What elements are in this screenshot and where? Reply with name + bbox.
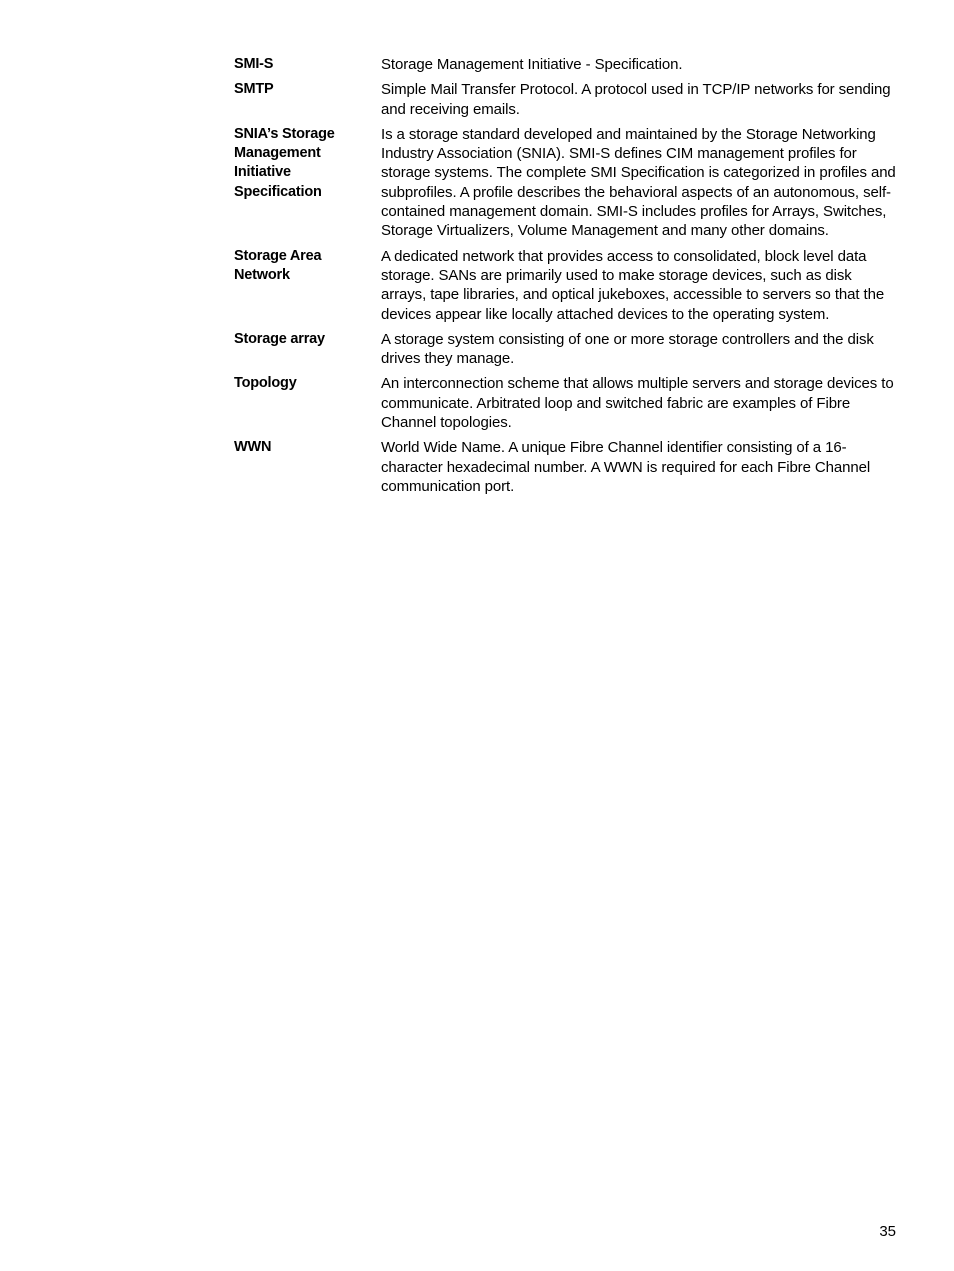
glossary-definition: Is a storage standard developed and maintained by the Storage Networking Industry Association (SNIA). SMI-S defines CIM management profiles for storage systems. The complete SMI Specification is categorized in profiles and subprofiles. A profile describes the behavioral aspects of an autonomous, self-contained management domain. SMI-S includes profiles for Arrays, Switches, Storage Virtualizers, Volume Management and many other domains. [381,125,896,240]
glossary-term: Storage array [234,330,325,347]
glossary-definition: Storage Management Initiative - Specification. [381,56,683,73]
glossary-definition: An interconnection scheme that allows multiple servers and storage devices to communicate. Arbitrated loop and switched fabric are examples of Fibre Channel topologies. [381,375,894,432]
glossary-term: SMI-S [234,56,274,72]
glossary-term: Topology [234,375,297,392]
glossary-list [234,55,898,502]
glossary-definition: World Wide Name. A unique Fibre Channel identifier consisting of a 16-character hexadecimal number. A WWN is required for each Fibre Channel communication port. [381,439,871,495]
glossary-term: SMTP [234,81,274,98]
glossary-entry-topology [234,374,898,432]
glossary-entry-storage-array [234,330,898,369]
glossary-entry-smtp [234,80,898,119]
glossary-definition: A storage system consisting of one or more storage controllers and the disk drives they manage. [381,330,874,368]
glossary-term: WWN [234,439,272,456]
glossary-definition: Simple Mail Transfer Protocol. A protocol used in TCP/IP networks for sending and receiving emails. [381,81,891,118]
glossary-definition: A dedicated network that provides access to consolidated, block level data storage. SANs are primarily used to make storage devices, such as disk arrays, tape libraries, and optical jukeboxes, accessible to servers so that the devices appear like locally attached devices to the operating system. [381,247,885,323]
glossary-entry-snia-smi-spec [234,125,898,241]
glossary-entry-wwn [234,438,898,496]
glossary-entry-storage-area-network [234,247,898,324]
glossary-entry-smi-s [234,55,898,74]
glossary-term: SNIA’s Storage Management Initiative Specification [234,125,335,200]
page-number: 35 [879,1223,896,1240]
glossary-term: Storage Area Network [234,247,322,283]
